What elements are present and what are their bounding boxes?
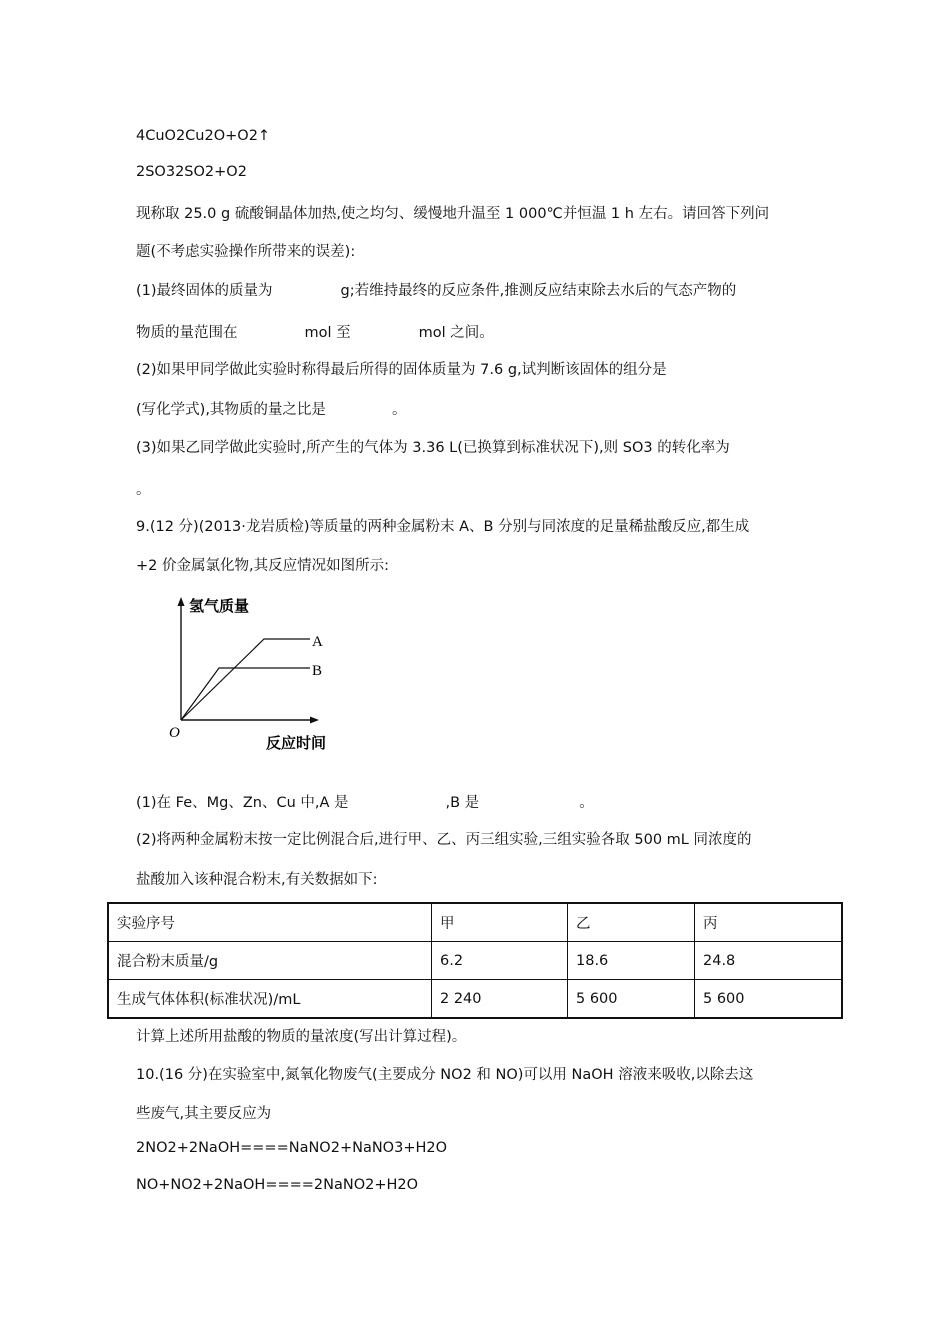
problem-10-line-1: 10.(16 分)在实验室中,氮氧化物废气(主要成分 NO2 和 NO)可以用 NaOH 溶液来吸收,以除去这 [136, 1067, 754, 1083]
y-axis-arrow [178, 597, 185, 606]
table-row [108, 942, 842, 980]
table-cell: 5 600 [568, 980, 695, 1019]
table-cell: 18.6 [568, 942, 695, 980]
hydrogen-reaction-graph [160, 592, 360, 762]
question-2-line-1: (2)如果甲同学做此实验时称得最后所得的固体质量为 7.6 g,试判断该固体的组分是 [136, 362, 667, 378]
table-header-cell: 甲 [432, 903, 568, 942]
question-3-line-1: (3)如果乙同学做此实验时,所产生的气体为 3.36 L(已换算到标准状况下),则 SO3 的转化率为 [136, 440, 730, 456]
graph-origin-label: O [169, 725, 180, 741]
curve-b [181, 668, 310, 720]
table-cell: 混合粉末质量/g [108, 942, 432, 980]
question-1-line-2 [136, 321, 494, 342]
graph-x-label: 反应时间 [266, 734, 327, 752]
question-3-line-2: 。 [136, 482, 151, 498]
table-cell: 生成气体体积(标准状况)/mL [108, 980, 432, 1019]
calculation-prompt: 计算上述所用盐酸的物质的量浓度(写出计算过程)。 [136, 1029, 467, 1045]
table-cell: 24.8 [695, 942, 843, 980]
q1-text-a: (1)最终固体的质量为 [136, 283, 273, 299]
problem-10-line-2: 些废气,其主要反应为 [136, 1106, 272, 1122]
table-header-row [108, 903, 842, 942]
problem-9-line-1: 9.(12 分)(2013·龙岩质检)等质量的两种金属粉末 A、B 分别与同浓度的足量稀盐酸反应,都生成 [136, 519, 750, 535]
experiment-data-table [107, 902, 843, 1019]
question-1-line-1 [136, 279, 736, 300]
q1-text-d: mol 至 [304, 325, 351, 341]
problem-9-line-2: +2 价金属氯化物,其反应情况如图所示: [136, 558, 389, 574]
table-header-cell: 乙 [568, 903, 695, 942]
equation-cuo: 4CuO2Cu2O+O2↑ [136, 128, 271, 144]
table-cell: 5 600 [695, 980, 843, 1019]
q2-text-c: 。 [391, 402, 407, 418]
equation-so3: 2SO32SO2+O2 [136, 164, 247, 180]
q1-text-e: mol 之间。 [418, 325, 494, 341]
p9q1-text-b: ,B 是 [445, 795, 480, 811]
equation-no2-naoh: 2NO2+2NaOH====NaNO2+NaNO3+H2O [136, 1140, 448, 1156]
table-cell: 6.2 [432, 942, 568, 980]
table-row [108, 980, 842, 1019]
equation-no-no2-naoh: NO+NO2+2NaOH====2NaNO2+H2O [136, 1177, 419, 1193]
x-axis-arrow [310, 717, 319, 724]
curve-b-label: B [312, 663, 323, 679]
graph-y-label: 氢气质量 [189, 597, 250, 615]
p9q1-text-c: 。 [579, 795, 594, 811]
table-cell: 2 240 [432, 980, 568, 1019]
question-2-line-2 [136, 398, 406, 419]
p9q1-text-a: (1)在 Fe、Mg、Zn、Cu 中,A 是 [136, 795, 349, 811]
table-header-cell: 实验序号 [108, 903, 432, 942]
q1-text-b: g;若维持最终的反应条件,推测反应结束除去水后的气态产物的 [340, 283, 737, 299]
problem-9-question-1 [136, 791, 594, 812]
intro-line-2: 题(不考虑实验操作所带来的误差): [136, 244, 356, 260]
q1-text-c: 物质的量范围在 [136, 325, 238, 341]
problem-9-question-2-line-2: 盐酸加入该种混合粉末,有关数据如下: [136, 872, 378, 888]
q2-text-b: (写化学式),其物质的量之比是 [136, 402, 326, 418]
intro-line-1: 现称取 25.0 g 硫酸铜晶体加热,使之均匀、缓慢地升温至 1 000℃并恒温 1 h 左右。请回答下列问 [136, 206, 770, 222]
table-header-cell: 丙 [695, 903, 843, 942]
curve-a-label: A [312, 634, 323, 650]
problem-9-question-2-line-1: (2)将两种金属粉末按一定比例混合后,进行甲、乙、丙三组实验,三组实验各取 500 mL 同浓度的 [136, 832, 752, 848]
curve-a [181, 639, 310, 720]
